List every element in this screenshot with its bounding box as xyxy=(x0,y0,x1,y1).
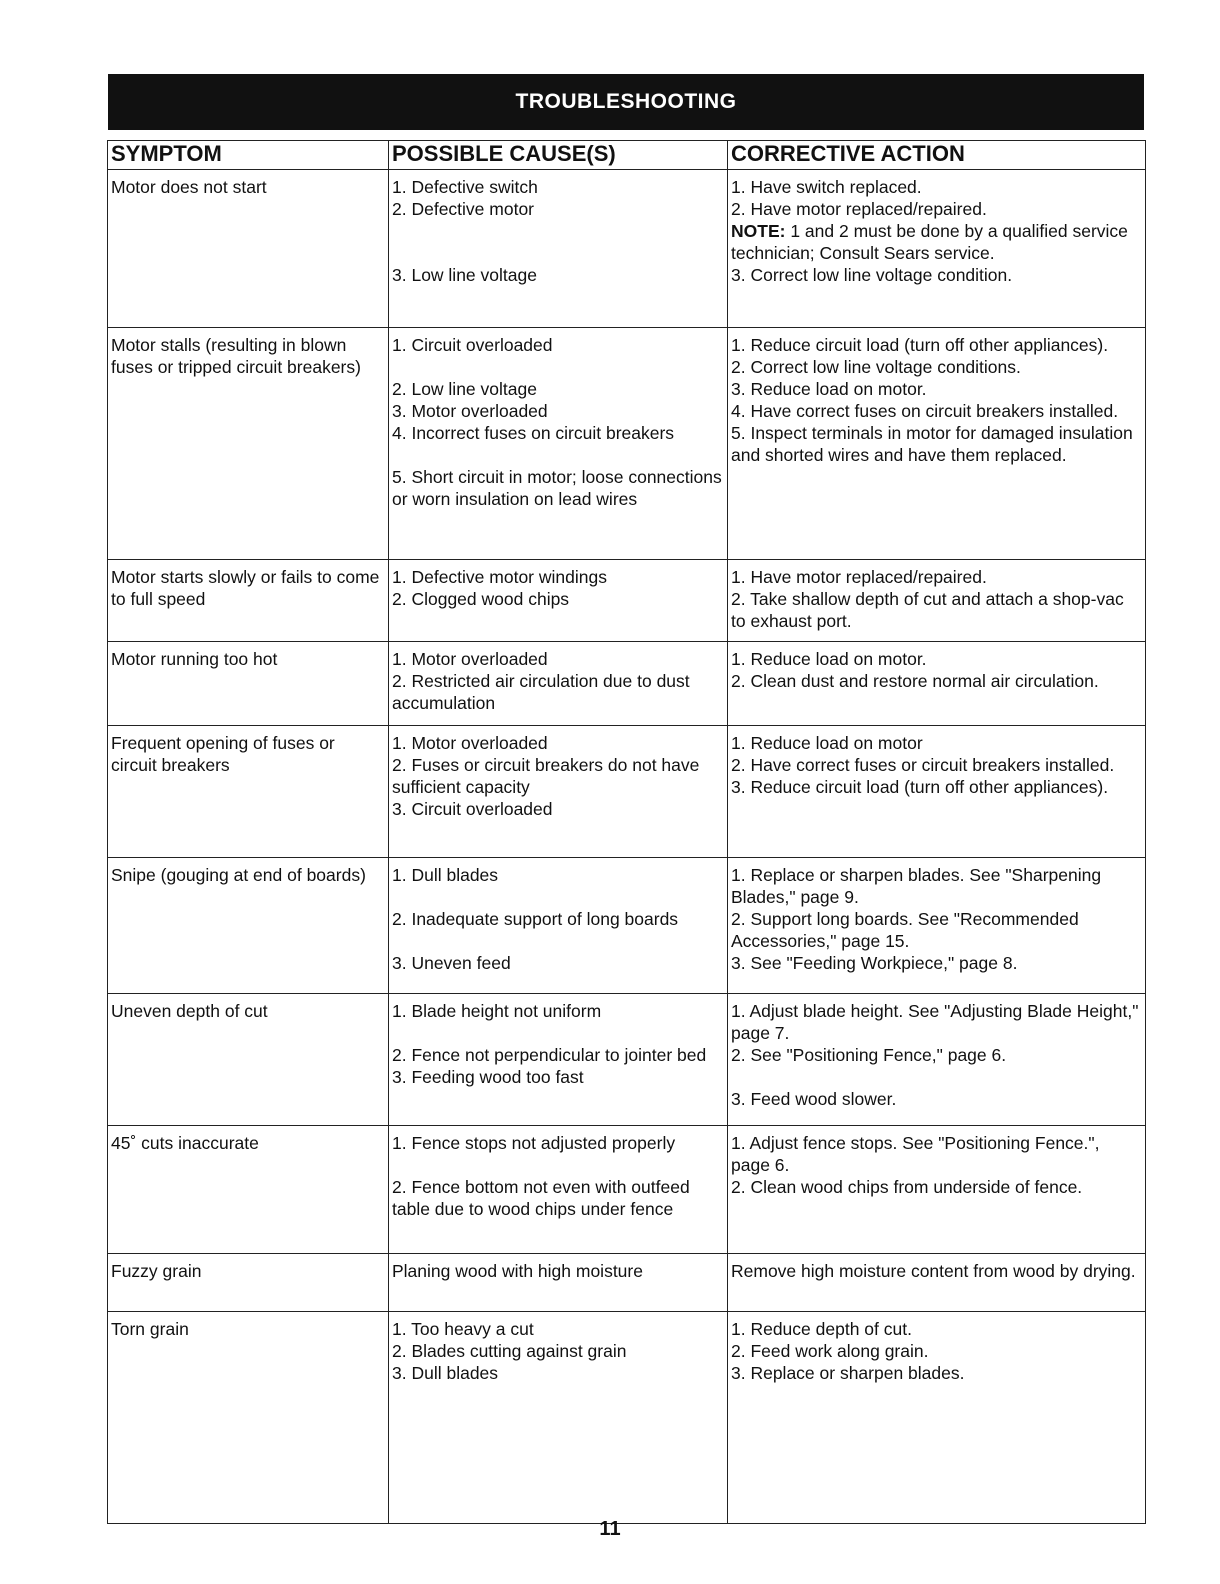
actions-item: 2. Clean dust and restore normal air circulation. xyxy=(731,671,1099,691)
causes-cell xyxy=(389,1312,728,1524)
causes-item: Planing wood with high moisture xyxy=(392,1261,643,1281)
actions-item: 2. See "Positioning Fence," page 6. xyxy=(731,1045,1007,1065)
causes-cell xyxy=(389,560,728,642)
actions-item: 2. Take shallow depth of cut and attach a shop-vac to exhaust port. xyxy=(731,589,1124,631)
causes-item: 1. Dull blades xyxy=(392,865,499,885)
actions-cell xyxy=(728,1254,1146,1312)
causes-item: 1. Blade height not uniform xyxy=(392,1001,602,1021)
causes-item: 5. Short circuit in motor; loose connections or worn insulation on lead wires xyxy=(392,467,722,509)
symptom-cell: Fuzzy grain xyxy=(108,1254,389,1312)
header-symptom: SYMPTOM xyxy=(108,141,389,170)
causes-cell xyxy=(389,858,728,994)
causes-item: 1. Motor overloaded xyxy=(392,649,548,669)
actions-item: 3. Correct low line voltage condition. xyxy=(731,265,1013,285)
causes-item: 2. Low line voltage xyxy=(392,379,537,399)
actions-item: 2. Correct low line voltage conditions. xyxy=(731,357,1021,377)
symptom-cell: Torn grain xyxy=(108,1312,389,1524)
header-action: CORRECTIVE ACTION xyxy=(728,141,1146,170)
troubleshooting-table xyxy=(107,140,1146,1524)
causes-cell xyxy=(389,1254,728,1312)
actions-item: 1. Have switch replaced. xyxy=(731,177,922,197)
causes-item: 1. Defective motor windings xyxy=(392,567,607,587)
actions-cell xyxy=(728,994,1146,1126)
actions-item: 3. Reduce load on motor. xyxy=(731,379,927,399)
actions-item: 1. Adjust blade height. See "Adjusting Blade Height," page 7. xyxy=(731,1001,1139,1043)
actions-item: 1. Reduce load on motor xyxy=(731,733,923,753)
table-row xyxy=(108,858,1146,994)
causes-item: 4. Incorrect fuses on circuit breakers xyxy=(392,423,675,443)
symptom-cell: Motor running too hot xyxy=(108,642,389,726)
causes-item: 2. Clogged wood chips xyxy=(392,589,570,609)
causes-cell xyxy=(389,642,728,726)
actions-item: Remove high moisture content from wood by drying. xyxy=(731,1261,1136,1281)
causes-item: 2. Fence bottom not even with outfeed table due to wood chips under fence xyxy=(392,1177,690,1219)
table-row xyxy=(108,170,1146,328)
causes-item: 3. Dull blades xyxy=(392,1363,499,1383)
symptom-cell: Frequent opening of fuses or circuit breakers xyxy=(108,726,389,858)
actions-item: 2. Have motor replaced/repaired. xyxy=(731,199,987,219)
spacer xyxy=(392,1022,724,1044)
causes-item: 3. Circuit overloaded xyxy=(392,799,553,819)
actions-item: 2. Have correct fuses or circuit breakers installed. xyxy=(731,755,1115,775)
symptom-cell: Uneven depth of cut xyxy=(108,994,389,1126)
section-banner: TROUBLESHOOTING xyxy=(108,74,1144,130)
spacer xyxy=(392,242,724,264)
table-row xyxy=(108,994,1146,1126)
causes-item: 3. Low line voltage xyxy=(392,265,537,285)
spacer xyxy=(392,1154,724,1176)
causes-item: 2. Blades cutting against grain xyxy=(392,1341,627,1361)
spacer xyxy=(392,220,724,242)
actions-cell xyxy=(728,1312,1146,1524)
causes-item: 1. Circuit overloaded xyxy=(392,335,553,355)
actions-item: 1. Have motor replaced/repaired. xyxy=(731,567,987,587)
actions-item: 1. Reduce load on motor. xyxy=(731,649,927,669)
symptom-cell: 45˚ cuts inaccurate xyxy=(108,1126,389,1254)
actions-item: 1. Replace or sharpen blades. See "Sharpening Blades," page 9. xyxy=(731,865,1102,907)
spacer xyxy=(392,444,724,466)
causes-item: 2. Defective motor xyxy=(392,199,534,219)
spacer xyxy=(392,886,724,908)
table-row xyxy=(108,1312,1146,1524)
symptom-cell: Motor does not start xyxy=(108,170,389,328)
table-row xyxy=(108,642,1146,726)
causes-cell xyxy=(389,170,728,328)
causes-item: 3. Uneven feed xyxy=(392,953,511,973)
causes-item: 3. Feeding wood too fast xyxy=(392,1067,584,1087)
causes-item: 1. Motor overloaded xyxy=(392,733,548,753)
causes-item: 2. Inadequate support of long boards xyxy=(392,909,679,929)
actions-item: 1. Adjust fence stops. See "Positioning Fence.", page 6. xyxy=(731,1133,1100,1175)
actions-item: 1. Reduce depth of cut. xyxy=(731,1319,912,1339)
actions-cell xyxy=(728,1126,1146,1254)
actions-cell xyxy=(728,858,1146,994)
actions-item: 1. Reduce circuit load (turn off other appliances). xyxy=(731,335,1109,355)
causes-cell xyxy=(389,726,728,858)
header-causes: POSSIBLE CAUSE(S) xyxy=(389,141,728,170)
actions-cell xyxy=(728,328,1146,560)
page-number: 11 xyxy=(599,1518,621,1540)
causes-item: 1. Defective switch xyxy=(392,177,538,197)
actions-item: 5. Inspect terminals in motor for damaged insulation and shorted wires and have them replaced. xyxy=(731,423,1133,465)
actions-item: 3. Feed wood slower. xyxy=(731,1089,897,1109)
actions-cell xyxy=(728,560,1146,642)
causes-item: 1. Fence stops not adjusted properly xyxy=(392,1133,676,1153)
actions-item: 2. Clean wood chips from underside of fence. xyxy=(731,1177,1083,1197)
spacer xyxy=(731,1066,1142,1088)
actions-cell xyxy=(728,170,1146,328)
table-row xyxy=(108,1254,1146,1312)
table-row xyxy=(108,1126,1146,1254)
symptom-cell: Motor starts slowly or fails to come to full speed xyxy=(108,560,389,642)
spacer xyxy=(392,356,724,378)
table-row xyxy=(108,726,1146,858)
spacer xyxy=(392,930,724,952)
causes-cell xyxy=(389,994,728,1126)
causes-item: 2. Restricted air circulation due to dust accumulation xyxy=(392,671,690,713)
causes-item: 2. Fence not perpendicular to jointer bed xyxy=(392,1045,707,1065)
causes-cell xyxy=(389,1126,728,1254)
table-row xyxy=(108,560,1146,642)
causes-item: 2. Fuses or circuit breakers do not have sufficient capacity xyxy=(392,755,700,797)
note-text: NOTE: 1 and 2 must be done by a qualified service technician; Consult Sears service. xyxy=(731,221,1128,263)
actions-item: 3. Reduce circuit load (turn off other appliances). xyxy=(731,777,1109,797)
actions-item: 3. See "Feeding Workpiece," page 8. xyxy=(731,953,1018,973)
actions-item: 3. Replace or sharpen blades. xyxy=(731,1363,965,1383)
actions-cell xyxy=(728,642,1146,726)
symptom-cell: Snipe (gouging at end of boards) xyxy=(108,858,389,994)
actions-item: 4. Have correct fuses on circuit breakers installed. xyxy=(731,401,1119,421)
table-row xyxy=(108,328,1146,560)
causes-cell xyxy=(389,328,728,560)
symptom-cell: Motor stalls (resulting in blown fuses or tripped circuit breakers) xyxy=(108,328,389,560)
causes-item: 3. Motor overloaded xyxy=(392,401,548,421)
actions-item: 2. Support long boards. See "Recommended Accessories," page 15. xyxy=(731,909,1079,951)
actions-cell xyxy=(728,726,1146,858)
causes-item: 1. Too heavy a cut xyxy=(392,1319,534,1339)
actions-item: 2. Feed work along grain. xyxy=(731,1341,929,1361)
table-header-row xyxy=(108,141,1146,170)
